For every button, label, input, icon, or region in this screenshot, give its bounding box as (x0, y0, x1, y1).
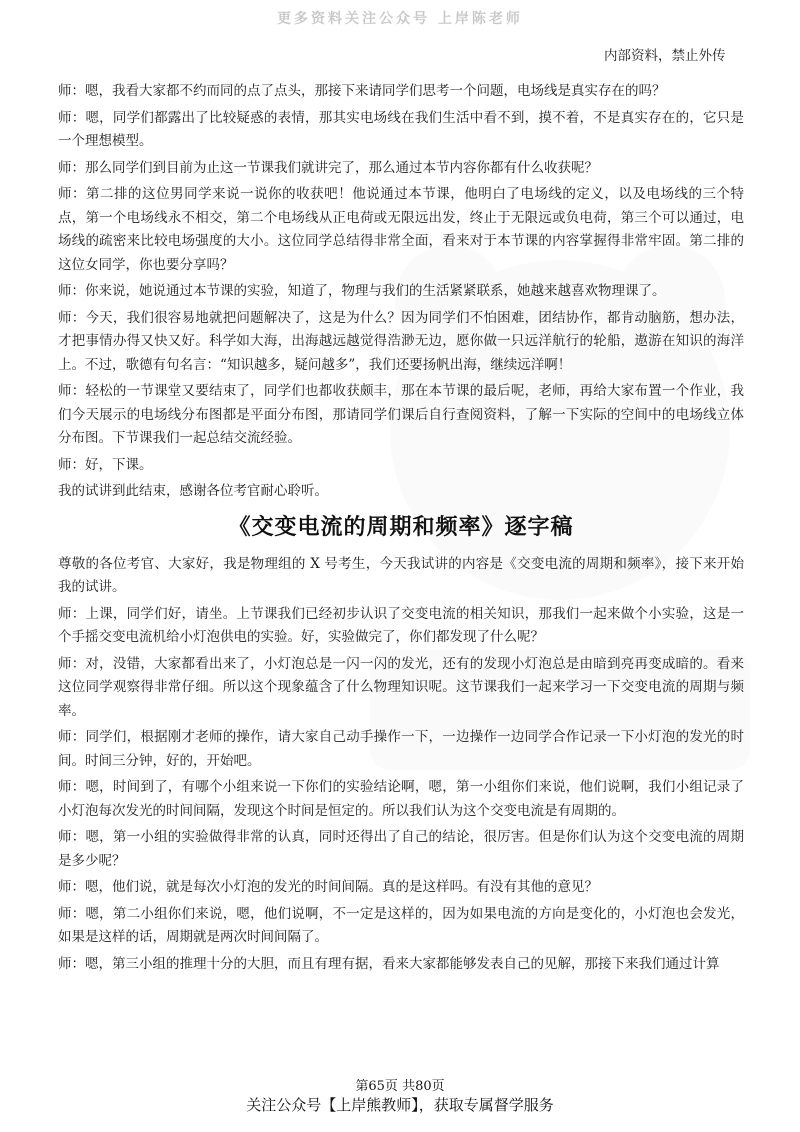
document-body (58, 80, 744, 979)
paragraph: 师：今天，我们很容易地就把问题解决了，这是为什么？因为同学们不怕困难，团结协作，都肯动脑筋，想办法，才把事情办得又快又好。科学如大海，出海越远越觉得浩渺无边，愿你做一只远洋航行的轮船，遨游在知识的海洋上。不过，歌德有句名言：“知识越多，疑问越多”，我们还要扬帆出海，继续远洋啊！ (58, 309, 744, 373)
footer-banner: 关注公众号【上岸熊教师】，获取专属督学服务 (246, 1096, 554, 1114)
paragraph: 师：你来说，她说通过本节课的实验，知道了，物理与我们的生活紧紧联系，她越来越喜欢物理课了。 (58, 283, 666, 299)
paragraph: 师：好，下课。 (58, 456, 153, 473)
paragraph: 师：同学们，根据刚才老师的操作，请大家自己动手操作一下，一边操作一边同学合作记录一下小灯泡的发光的时间。时间三分钟，好的，开始吧。 (58, 729, 744, 769)
paragraph: 师：对，没错，大家都看出来了，小灯泡总是一闪一闪的发光，还有的发现小灯泡总是由暗到亮再变成暗的。看来这位同学观察得非常仔细。所以这个现象蕴含了什么物理知识呢。这节课我们一起来学习一下交变电流的周期与频率。 (58, 655, 744, 719)
paragraph: 师：第二排的这位男同学来说一说你的收获吧！他说通过本节课，他明白了电场线的定义，以及电场线的三个特点，第一个电场线永不相交，第二个电场线从正电荷或无限远出发，终止于无限远或负电荷，第三个可以通过，电场线的疏密来比较电场强度的大小。这位同学总结得非常全面，看来对于本节课的内容掌握得非常牢固。第二排的这位女同学，你也要分享吗？ (58, 186, 744, 273)
paragraph: 师：嗯，第三小组的推理十分的大胆，而且有理有据，看来大家都能够发表自己的见解，那接下来我们通过计算 (58, 955, 720, 972)
paragraph: 尊敬的各位考官、大家好，我是物理组的 X 号考生，今天我试讲的内容是《交变电流的周期和频率》，接下来开始我的试讲。 (58, 555, 744, 595)
top-banner: 更多资料关注公众号 上岸陈老师 (277, 11, 523, 27)
internal-note: 内部资料，禁止外传 (604, 48, 726, 64)
paragraph: 师：嗯，同学们都露出了比较疑惑的表情，那其实电场线在我们生活中看不到，摸不着，不是真实存在的，它只是一个理想模型。 (58, 109, 744, 149)
paragraph: 师：嗯，我看大家都不约而同的点了点头，那接下来请同学们思考一个问题，电场线是真实存在的吗？ (58, 83, 666, 99)
paragraph: 师：上课，同学们好，请坐。上节课我们已经初步认识了交变电流的相关知识，那我们一起来做个小实验，这是一个手摇交变电流机给小灯泡供电的实验。好，实验做完了，你们都发现了什么呢？ (58, 605, 744, 645)
paragraph: 我的试讲到此结束，感谢各位考官耐心聆听。 (58, 483, 328, 499)
paragraph: 师：嗯，第一小组的实验做得非常的认真，同时还得出了自己的结论，很厉害。但是你们认为这个交变电流的周期是多少呢？ (58, 829, 744, 869)
page-number: 第65页 共80页 (355, 1079, 445, 1094)
paragraph: 师：嗯，他们说，就是每次小灯泡的发光的时间间隔。真的是这样吗。有没有其他的意见？ (58, 879, 598, 895)
paragraph: 师：嗯，第二小组你们来说，嗯，他们说啊，不一定是这样的，因为如果电流的方向是变化的，小灯泡也会发光，如果是这样的话，周期就是两次时间间隔了。 (58, 905, 744, 945)
paragraph: 师：嗯，时间到了，有哪个小组来说一下你们的实验结论啊，嗯，第一小组你们来说，他们说啊，我们小组记录了小灯泡每次发光的时间间隔，发现这个时间是恒定的。所以我们认为这个交变电流是有周期的。 (58, 779, 744, 819)
paragraph: 师：轻松的一节课堂又要结束了，同学们也都收获颇丰，那在本节课的最后呢，老师，再给大家布置一个作业，我们今天展示的电场线分布图都是平面分布图，那请同学们课后自行查阅资料，了解一下实际的空间中的电场线立体分布图。下节课我们一起总结交流经验。 (58, 383, 744, 446)
section-title: 《交变电流的周期和频率》逐字稿 (228, 514, 574, 540)
paragraph: 师：那么同学们到目前为止这一节课我们就讲完了，那么通过本节内容你都有什么收获呢？ (58, 159, 598, 176)
